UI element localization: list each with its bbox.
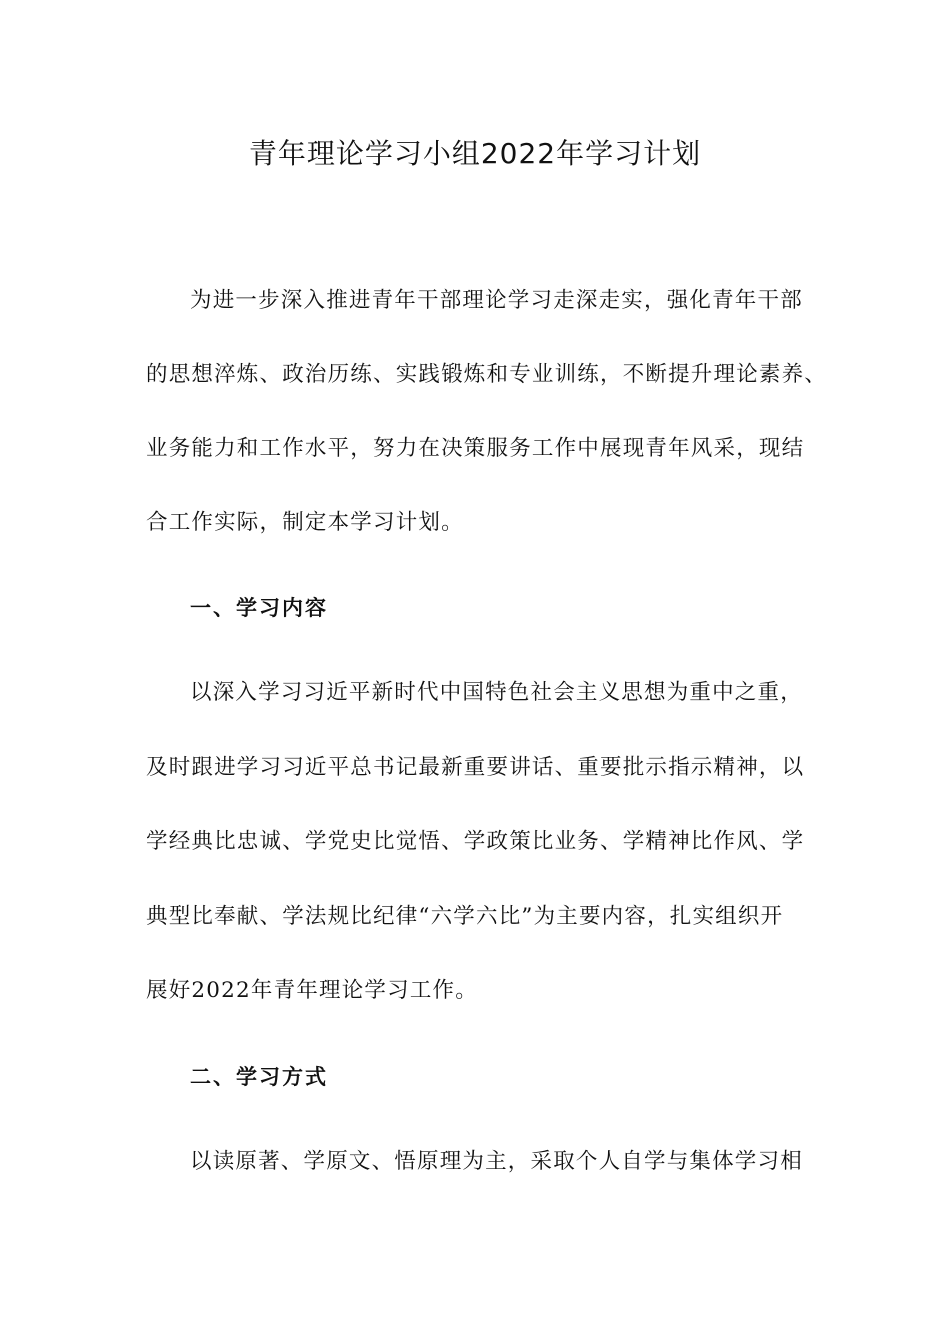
section1-line-3: 学经典比忠诚、学党史比觉悟、学政策比业务、学精神比作风、学 xyxy=(146,829,805,854)
section1-line-4: 典型比奉献、学法规比纪律“六学六比”为主要内容，扎实组织开 xyxy=(146,904,784,929)
section-heading-content: 一、学习内容 xyxy=(190,596,328,620)
intro-line-2: 的思想淬炼、政治历练、实践锻炼和专业训练，不断提升理论素养、 xyxy=(146,362,828,387)
section1-line-2: 及时跟进学习习近平总书记最新重要讲话、重要批示指示精神，以 xyxy=(146,755,805,780)
intro-line-3: 业务能力和工作水平，努力在决策服务工作中展现青年风采，现结 xyxy=(146,436,805,461)
intro-line-4: 合工作实际，制定本学习计划。 xyxy=(146,510,464,535)
section2-line-1: 以读原著、学原文、悟原理为主，采取个人自学与集体学习相 xyxy=(190,1149,803,1174)
section1-line-5: 展好2022年青年理论学习工作。 xyxy=(146,978,478,1003)
intro-line-1: 为进一步深入推进青年干部理论学习走深走实，强化青年干部 xyxy=(190,288,803,313)
document-title: 青年理论学习小组2022年学习计划 xyxy=(248,137,702,170)
section-heading-method: 二、学习方式 xyxy=(190,1065,328,1089)
section1-line-1: 以深入学习习近平新时代中国特色社会主义思想为重中之重， xyxy=(190,680,803,705)
